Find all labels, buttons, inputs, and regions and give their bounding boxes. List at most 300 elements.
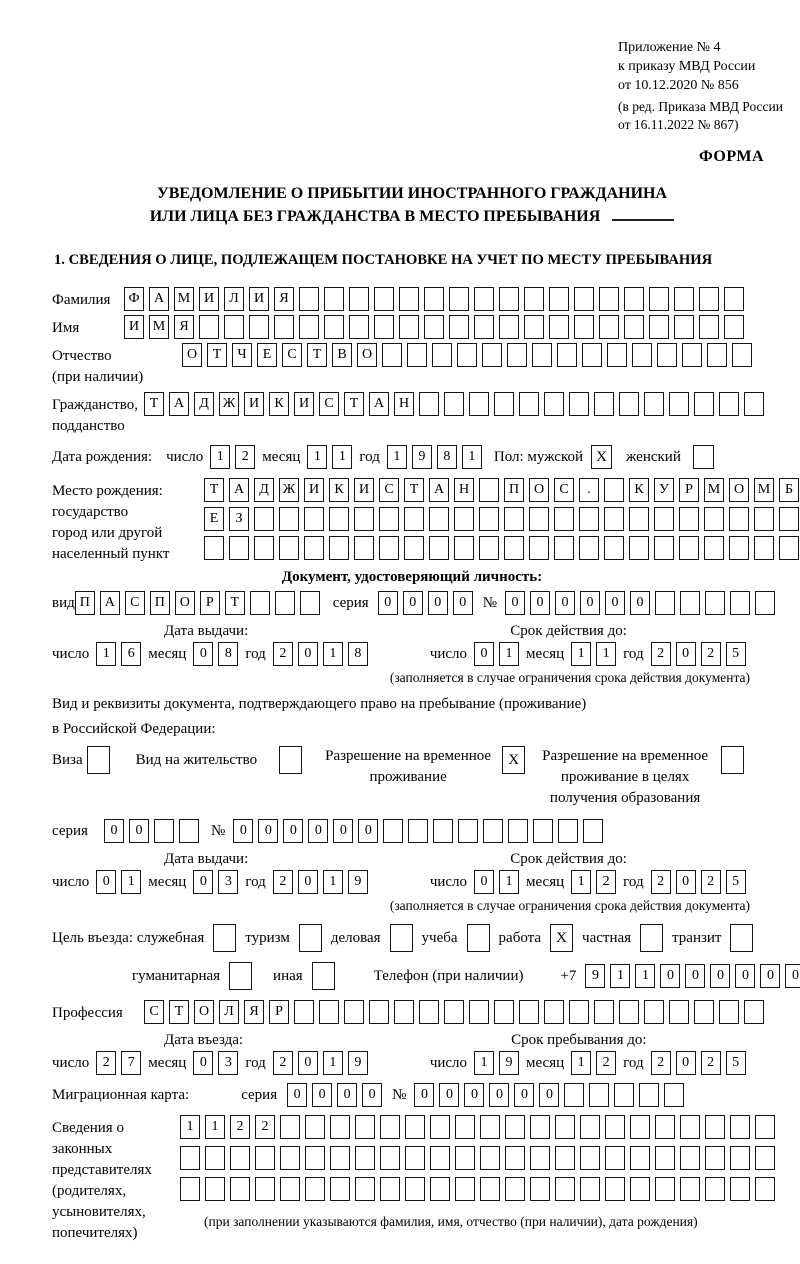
char-cell[interactable] bbox=[255, 1146, 275, 1170]
char-cell[interactable]: 9 bbox=[499, 1051, 519, 1075]
char-cell[interactable] bbox=[674, 287, 694, 311]
char-cell[interactable] bbox=[644, 1000, 664, 1024]
char-cell[interactable] bbox=[639, 1083, 659, 1107]
char-cell[interactable] bbox=[730, 1177, 750, 1201]
char-cell[interactable]: 9 bbox=[348, 870, 368, 894]
char-cell[interactable]: И bbox=[304, 478, 324, 502]
char-cell[interactable]: Е bbox=[204, 507, 224, 531]
char-cell[interactable] bbox=[607, 343, 627, 367]
char-cell[interactable] bbox=[555, 1115, 575, 1139]
char-cell[interactable] bbox=[605, 1146, 625, 1170]
char-cell[interactable]: 0 bbox=[474, 870, 494, 894]
char-cell[interactable] bbox=[719, 1000, 739, 1024]
char-cell[interactable] bbox=[454, 507, 474, 531]
char-cell[interactable] bbox=[732, 343, 752, 367]
char-cell[interactable] bbox=[504, 507, 524, 531]
char-cell[interactable]: С bbox=[554, 478, 574, 502]
char-cell[interactable]: 2 bbox=[273, 1051, 293, 1075]
char-cell[interactable] bbox=[579, 507, 599, 531]
char-cell[interactable]: 0 bbox=[580, 591, 600, 615]
char-cell[interactable] bbox=[524, 315, 544, 339]
char-cell[interactable]: 1 bbox=[210, 445, 230, 469]
char-cell[interactable] bbox=[494, 1000, 514, 1024]
char-cell[interactable]: С bbox=[379, 478, 399, 502]
char-cell[interactable] bbox=[624, 287, 644, 311]
char-cell[interactable]: Т bbox=[404, 478, 424, 502]
char-cell[interactable] bbox=[279, 507, 299, 531]
purpose-work-checkbox[interactable]: X bbox=[550, 924, 573, 952]
char-cell[interactable] bbox=[229, 536, 249, 560]
char-cell[interactable]: П bbox=[504, 478, 524, 502]
char-cell[interactable]: 0 bbox=[333, 819, 353, 843]
char-cell[interactable] bbox=[704, 536, 724, 560]
char-cell[interactable] bbox=[399, 315, 419, 339]
char-cell[interactable] bbox=[180, 1146, 200, 1170]
char-cell[interactable] bbox=[199, 315, 219, 339]
char-cell[interactable] bbox=[330, 1146, 350, 1170]
char-cell[interactable]: И bbox=[249, 287, 269, 311]
char-cell[interactable]: Е bbox=[257, 343, 277, 367]
char-cell[interactable] bbox=[305, 1177, 325, 1201]
char-cell[interactable]: П bbox=[75, 591, 95, 615]
char-cell[interactable] bbox=[369, 1000, 389, 1024]
char-cell[interactable] bbox=[254, 507, 274, 531]
char-cell[interactable] bbox=[455, 1177, 475, 1201]
char-cell[interactable]: 0 bbox=[676, 642, 696, 666]
char-cell[interactable]: 2 bbox=[273, 642, 293, 666]
char-cell[interactable] bbox=[583, 819, 603, 843]
char-cell[interactable]: Р bbox=[269, 1000, 289, 1024]
char-cell[interactable]: 1 bbox=[121, 870, 141, 894]
char-cell[interactable]: 0 bbox=[378, 591, 398, 615]
char-cell[interactable] bbox=[405, 1177, 425, 1201]
char-cell[interactable]: 0 bbox=[539, 1083, 559, 1107]
char-cell[interactable] bbox=[394, 1000, 414, 1024]
char-cell[interactable]: 0 bbox=[312, 1083, 332, 1107]
purpose-transit-checkbox[interactable] bbox=[730, 924, 753, 952]
char-cell[interactable]: 0 bbox=[287, 1083, 307, 1107]
char-cell[interactable]: 3 bbox=[218, 1051, 238, 1075]
char-cell[interactable] bbox=[204, 536, 224, 560]
char-cell[interactable] bbox=[349, 287, 369, 311]
char-cell[interactable] bbox=[605, 1115, 625, 1139]
char-cell[interactable] bbox=[604, 478, 624, 502]
char-cell[interactable] bbox=[554, 507, 574, 531]
char-cell[interactable]: 2 bbox=[651, 1051, 671, 1075]
char-cell[interactable] bbox=[507, 343, 527, 367]
char-cell[interactable]: 2 bbox=[651, 870, 671, 894]
char-cell[interactable]: 0 bbox=[660, 964, 680, 988]
char-cell[interactable]: О bbox=[194, 1000, 214, 1024]
char-cell[interactable] bbox=[274, 315, 294, 339]
char-cell[interactable] bbox=[589, 1083, 609, 1107]
char-cell[interactable]: Д bbox=[194, 392, 214, 416]
char-cell[interactable] bbox=[329, 536, 349, 560]
char-cell[interactable] bbox=[574, 287, 594, 311]
char-cell[interactable]: 0 bbox=[439, 1083, 459, 1107]
char-cell[interactable] bbox=[557, 343, 577, 367]
char-cell[interactable] bbox=[594, 1000, 614, 1024]
char-cell[interactable] bbox=[655, 1115, 675, 1139]
char-cell[interactable]: Б bbox=[779, 478, 799, 502]
char-cell[interactable]: Л bbox=[224, 287, 244, 311]
char-cell[interactable]: Я bbox=[174, 315, 194, 339]
char-cell[interactable]: 0 bbox=[710, 964, 730, 988]
char-cell[interactable] bbox=[705, 1177, 725, 1201]
char-cell[interactable]: Л bbox=[219, 1000, 239, 1024]
char-cell[interactable]: 1 bbox=[323, 1051, 343, 1075]
char-cell[interactable]: 5 bbox=[726, 870, 746, 894]
char-cell[interactable] bbox=[499, 287, 519, 311]
char-cell[interactable]: Т bbox=[204, 478, 224, 502]
char-cell[interactable] bbox=[430, 1146, 450, 1170]
char-cell[interactable] bbox=[630, 1177, 650, 1201]
char-cell[interactable]: 2 bbox=[596, 870, 616, 894]
char-cell[interactable] bbox=[454, 536, 474, 560]
char-cell[interactable] bbox=[355, 1146, 375, 1170]
char-cell[interactable] bbox=[382, 343, 402, 367]
char-cell[interactable] bbox=[480, 1115, 500, 1139]
char-cell[interactable] bbox=[580, 1177, 600, 1201]
char-cell[interactable]: Н bbox=[454, 478, 474, 502]
char-cell[interactable]: С bbox=[319, 392, 339, 416]
char-cell[interactable] bbox=[724, 315, 744, 339]
char-cell[interactable] bbox=[549, 315, 569, 339]
char-cell[interactable] bbox=[205, 1146, 225, 1170]
purpose-study-checkbox[interactable] bbox=[467, 924, 490, 952]
char-cell[interactable]: 0 bbox=[298, 870, 318, 894]
char-cell[interactable] bbox=[579, 536, 599, 560]
char-cell[interactable] bbox=[404, 536, 424, 560]
char-cell[interactable]: 8 bbox=[348, 642, 368, 666]
char-cell[interactable] bbox=[705, 591, 725, 615]
char-cell[interactable]: 7 bbox=[121, 1051, 141, 1075]
char-cell[interactable] bbox=[644, 392, 664, 416]
char-cell[interactable]: 0 bbox=[403, 591, 423, 615]
char-cell[interactable] bbox=[230, 1146, 250, 1170]
char-cell[interactable]: Т bbox=[144, 392, 164, 416]
char-cell[interactable]: 0 bbox=[474, 642, 494, 666]
char-cell[interactable] bbox=[680, 1177, 700, 1201]
char-cell[interactable]: А bbox=[149, 287, 169, 311]
char-cell[interactable]: 0 bbox=[530, 591, 550, 615]
char-cell[interactable] bbox=[530, 1115, 550, 1139]
char-cell[interactable]: 2 bbox=[255, 1115, 275, 1139]
char-cell[interactable] bbox=[729, 536, 749, 560]
sex-male-checkbox[interactable]: X bbox=[591, 445, 612, 469]
char-cell[interactable] bbox=[324, 315, 344, 339]
char-cell[interactable]: 0 bbox=[193, 642, 213, 666]
char-cell[interactable] bbox=[319, 1000, 339, 1024]
char-cell[interactable]: М bbox=[754, 478, 774, 502]
char-cell[interactable] bbox=[379, 507, 399, 531]
char-cell[interactable] bbox=[655, 591, 675, 615]
char-cell[interactable] bbox=[408, 819, 428, 843]
char-cell[interactable]: О bbox=[357, 343, 377, 367]
char-cell[interactable] bbox=[730, 1115, 750, 1139]
char-cell[interactable] bbox=[657, 343, 677, 367]
char-cell[interactable] bbox=[479, 507, 499, 531]
char-cell[interactable] bbox=[305, 1146, 325, 1170]
char-cell[interactable] bbox=[549, 287, 569, 311]
char-cell[interactable] bbox=[179, 819, 199, 843]
char-cell[interactable]: Я bbox=[244, 1000, 264, 1024]
char-cell[interactable] bbox=[544, 1000, 564, 1024]
char-cell[interactable]: А bbox=[169, 392, 189, 416]
char-cell[interactable] bbox=[508, 819, 528, 843]
char-cell[interactable] bbox=[404, 507, 424, 531]
char-cell[interactable] bbox=[529, 507, 549, 531]
temp-permit-checkbox[interactable]: X bbox=[502, 746, 525, 774]
char-cell[interactable] bbox=[630, 1146, 650, 1170]
char-cell[interactable] bbox=[330, 1177, 350, 1201]
char-cell[interactable] bbox=[629, 507, 649, 531]
char-cell[interactable]: М bbox=[149, 315, 169, 339]
char-cell[interactable] bbox=[619, 392, 639, 416]
char-cell[interactable] bbox=[280, 1115, 300, 1139]
char-cell[interactable]: Н bbox=[394, 392, 414, 416]
char-cell[interactable]: 3 bbox=[218, 870, 238, 894]
char-cell[interactable] bbox=[554, 536, 574, 560]
char-cell[interactable] bbox=[330, 1115, 350, 1139]
char-cell[interactable] bbox=[604, 507, 624, 531]
char-cell[interactable]: 0 bbox=[104, 819, 124, 843]
char-cell[interactable]: 0 bbox=[283, 819, 303, 843]
char-cell[interactable]: 1 bbox=[571, 1051, 591, 1075]
char-cell[interactable] bbox=[519, 1000, 539, 1024]
char-cell[interactable]: 6 bbox=[121, 642, 141, 666]
char-cell[interactable]: 9 bbox=[348, 1051, 368, 1075]
char-cell[interactable] bbox=[480, 1146, 500, 1170]
char-cell[interactable] bbox=[569, 392, 589, 416]
char-cell[interactable] bbox=[724, 287, 744, 311]
char-cell[interactable] bbox=[699, 287, 719, 311]
char-cell[interactable]: Р bbox=[679, 478, 699, 502]
char-cell[interactable] bbox=[419, 1000, 439, 1024]
purpose-business-checkbox[interactable] bbox=[390, 924, 413, 952]
char-cell[interactable] bbox=[457, 343, 477, 367]
char-cell[interactable] bbox=[524, 287, 544, 311]
char-cell[interactable] bbox=[654, 507, 674, 531]
char-cell[interactable] bbox=[479, 478, 499, 502]
char-cell[interactable]: 1 bbox=[499, 870, 519, 894]
char-cell[interactable] bbox=[755, 1115, 775, 1139]
char-cell[interactable]: И bbox=[199, 287, 219, 311]
char-cell[interactable]: 5 bbox=[726, 1051, 746, 1075]
char-cell[interactable] bbox=[224, 315, 244, 339]
char-cell[interactable] bbox=[449, 315, 469, 339]
purpose-official-checkbox[interactable] bbox=[213, 924, 236, 952]
char-cell[interactable] bbox=[480, 1177, 500, 1201]
char-cell[interactable] bbox=[664, 1083, 684, 1107]
char-cell[interactable] bbox=[594, 392, 614, 416]
char-cell[interactable]: К bbox=[329, 478, 349, 502]
char-cell[interactable]: 0 bbox=[605, 591, 625, 615]
char-cell[interactable] bbox=[649, 315, 669, 339]
char-cell[interactable] bbox=[407, 343, 427, 367]
char-cell[interactable]: 2 bbox=[235, 445, 255, 469]
char-cell[interactable]: О bbox=[729, 478, 749, 502]
char-cell[interactable] bbox=[680, 591, 700, 615]
char-cell[interactable] bbox=[505, 1177, 525, 1201]
char-cell[interactable]: Т bbox=[307, 343, 327, 367]
char-cell[interactable]: Т bbox=[344, 392, 364, 416]
char-cell[interactable] bbox=[504, 536, 524, 560]
char-cell[interactable] bbox=[469, 1000, 489, 1024]
char-cell[interactable]: 0 bbox=[676, 870, 696, 894]
char-cell[interactable] bbox=[744, 1000, 764, 1024]
edu-permit-checkbox[interactable] bbox=[721, 746, 744, 774]
char-cell[interactable]: Т bbox=[207, 343, 227, 367]
char-cell[interactable] bbox=[614, 1083, 634, 1107]
char-cell[interactable] bbox=[682, 343, 702, 367]
char-cell[interactable]: 0 bbox=[298, 642, 318, 666]
char-cell[interactable]: К bbox=[269, 392, 289, 416]
char-cell[interactable]: 9 bbox=[585, 964, 605, 988]
char-cell[interactable] bbox=[279, 536, 299, 560]
char-cell[interactable] bbox=[354, 507, 374, 531]
char-cell[interactable]: 0 bbox=[193, 1051, 213, 1075]
char-cell[interactable] bbox=[379, 536, 399, 560]
char-cell[interactable]: 0 bbox=[735, 964, 755, 988]
char-cell[interactable] bbox=[680, 1115, 700, 1139]
char-cell[interactable]: 1 bbox=[635, 964, 655, 988]
char-cell[interactable]: 2 bbox=[230, 1115, 250, 1139]
char-cell[interactable]: 1 bbox=[205, 1115, 225, 1139]
char-cell[interactable] bbox=[180, 1177, 200, 1201]
char-cell[interactable] bbox=[580, 1146, 600, 1170]
char-cell[interactable]: А bbox=[100, 591, 120, 615]
char-cell[interactable] bbox=[599, 287, 619, 311]
char-cell[interactable] bbox=[494, 392, 514, 416]
char-cell[interactable] bbox=[730, 1146, 750, 1170]
char-cell[interactable] bbox=[705, 1146, 725, 1170]
char-cell[interactable]: 0 bbox=[505, 591, 525, 615]
char-cell[interactable] bbox=[433, 819, 453, 843]
char-cell[interactable] bbox=[432, 343, 452, 367]
char-cell[interactable] bbox=[405, 1115, 425, 1139]
char-cell[interactable]: 1 bbox=[332, 445, 352, 469]
char-cell[interactable]: С bbox=[125, 591, 145, 615]
char-cell[interactable] bbox=[355, 1115, 375, 1139]
char-cell[interactable] bbox=[754, 507, 774, 531]
char-cell[interactable] bbox=[230, 1177, 250, 1201]
char-cell[interactable]: 0 bbox=[514, 1083, 534, 1107]
char-cell[interactable] bbox=[294, 1000, 314, 1024]
char-cell[interactable]: 2 bbox=[273, 870, 293, 894]
char-cell[interactable] bbox=[304, 507, 324, 531]
char-cell[interactable]: К bbox=[629, 478, 649, 502]
char-cell[interactable] bbox=[380, 1115, 400, 1139]
char-cell[interactable] bbox=[679, 507, 699, 531]
visa-checkbox[interactable] bbox=[87, 746, 110, 774]
char-cell[interactable] bbox=[250, 591, 270, 615]
char-cell[interactable] bbox=[444, 392, 464, 416]
char-cell[interactable] bbox=[299, 287, 319, 311]
char-cell[interactable]: 1 bbox=[499, 642, 519, 666]
char-cell[interactable] bbox=[399, 287, 419, 311]
char-cell[interactable] bbox=[299, 315, 319, 339]
char-cell[interactable] bbox=[680, 1146, 700, 1170]
purpose-tourism-checkbox[interactable] bbox=[299, 924, 322, 952]
residence-permit-checkbox[interactable] bbox=[279, 746, 302, 774]
char-cell[interactable] bbox=[558, 819, 578, 843]
char-cell[interactable] bbox=[355, 1177, 375, 1201]
char-cell[interactable] bbox=[205, 1177, 225, 1201]
char-cell[interactable]: Р bbox=[200, 591, 220, 615]
char-cell[interactable] bbox=[424, 315, 444, 339]
char-cell[interactable]: И bbox=[294, 392, 314, 416]
char-cell[interactable]: 1 bbox=[323, 870, 343, 894]
char-cell[interactable] bbox=[474, 287, 494, 311]
char-cell[interactable] bbox=[533, 819, 553, 843]
char-cell[interactable]: 0 bbox=[96, 870, 116, 894]
char-cell[interactable] bbox=[458, 819, 478, 843]
char-cell[interactable]: 0 bbox=[685, 964, 705, 988]
char-cell[interactable] bbox=[374, 315, 394, 339]
char-cell[interactable] bbox=[254, 536, 274, 560]
char-cell[interactable] bbox=[505, 1115, 525, 1139]
char-cell[interactable] bbox=[629, 536, 649, 560]
char-cell[interactable]: Ч bbox=[232, 343, 252, 367]
char-cell[interactable] bbox=[380, 1177, 400, 1201]
char-cell[interactable] bbox=[694, 1000, 714, 1024]
char-cell[interactable] bbox=[455, 1115, 475, 1139]
char-cell[interactable] bbox=[300, 591, 320, 615]
char-cell[interactable] bbox=[305, 1115, 325, 1139]
char-cell[interactable]: 1 bbox=[571, 870, 591, 894]
char-cell[interactable] bbox=[779, 507, 799, 531]
char-cell[interactable]: Я bbox=[274, 287, 294, 311]
char-cell[interactable] bbox=[455, 1146, 475, 1170]
char-cell[interactable] bbox=[619, 1000, 639, 1024]
char-cell[interactable]: 0 bbox=[464, 1083, 484, 1107]
char-cell[interactable] bbox=[779, 536, 799, 560]
char-cell[interactable] bbox=[744, 392, 764, 416]
char-cell[interactable] bbox=[449, 287, 469, 311]
char-cell[interactable]: 8 bbox=[218, 642, 238, 666]
char-cell[interactable] bbox=[705, 1115, 725, 1139]
char-cell[interactable]: Ж bbox=[279, 478, 299, 502]
char-cell[interactable]: 2 bbox=[596, 1051, 616, 1075]
char-cell[interactable] bbox=[380, 1146, 400, 1170]
char-cell[interactable]: М bbox=[174, 287, 194, 311]
char-cell[interactable]: А bbox=[229, 478, 249, 502]
char-cell[interactable] bbox=[469, 392, 489, 416]
char-cell[interactable] bbox=[704, 507, 724, 531]
char-cell[interactable] bbox=[519, 392, 539, 416]
char-cell[interactable] bbox=[474, 315, 494, 339]
char-cell[interactable] bbox=[699, 315, 719, 339]
char-cell[interactable]: 2 bbox=[701, 870, 721, 894]
sex-female-checkbox[interactable] bbox=[693, 445, 714, 469]
char-cell[interactable]: 0 bbox=[630, 591, 650, 615]
char-cell[interactable]: Ж bbox=[219, 392, 239, 416]
char-cell[interactable]: И bbox=[244, 392, 264, 416]
char-cell[interactable] bbox=[429, 536, 449, 560]
char-cell[interactable]: В bbox=[332, 343, 352, 367]
char-cell[interactable] bbox=[374, 287, 394, 311]
char-cell[interactable] bbox=[730, 591, 750, 615]
char-cell[interactable]: З bbox=[229, 507, 249, 531]
char-cell[interactable]: Т bbox=[225, 591, 245, 615]
char-cell[interactable]: 0 bbox=[298, 1051, 318, 1075]
char-cell[interactable]: Т bbox=[169, 1000, 189, 1024]
char-cell[interactable]: И bbox=[354, 478, 374, 502]
char-cell[interactable] bbox=[654, 536, 674, 560]
char-cell[interactable]: 1 bbox=[474, 1051, 494, 1075]
char-cell[interactable] bbox=[324, 287, 344, 311]
